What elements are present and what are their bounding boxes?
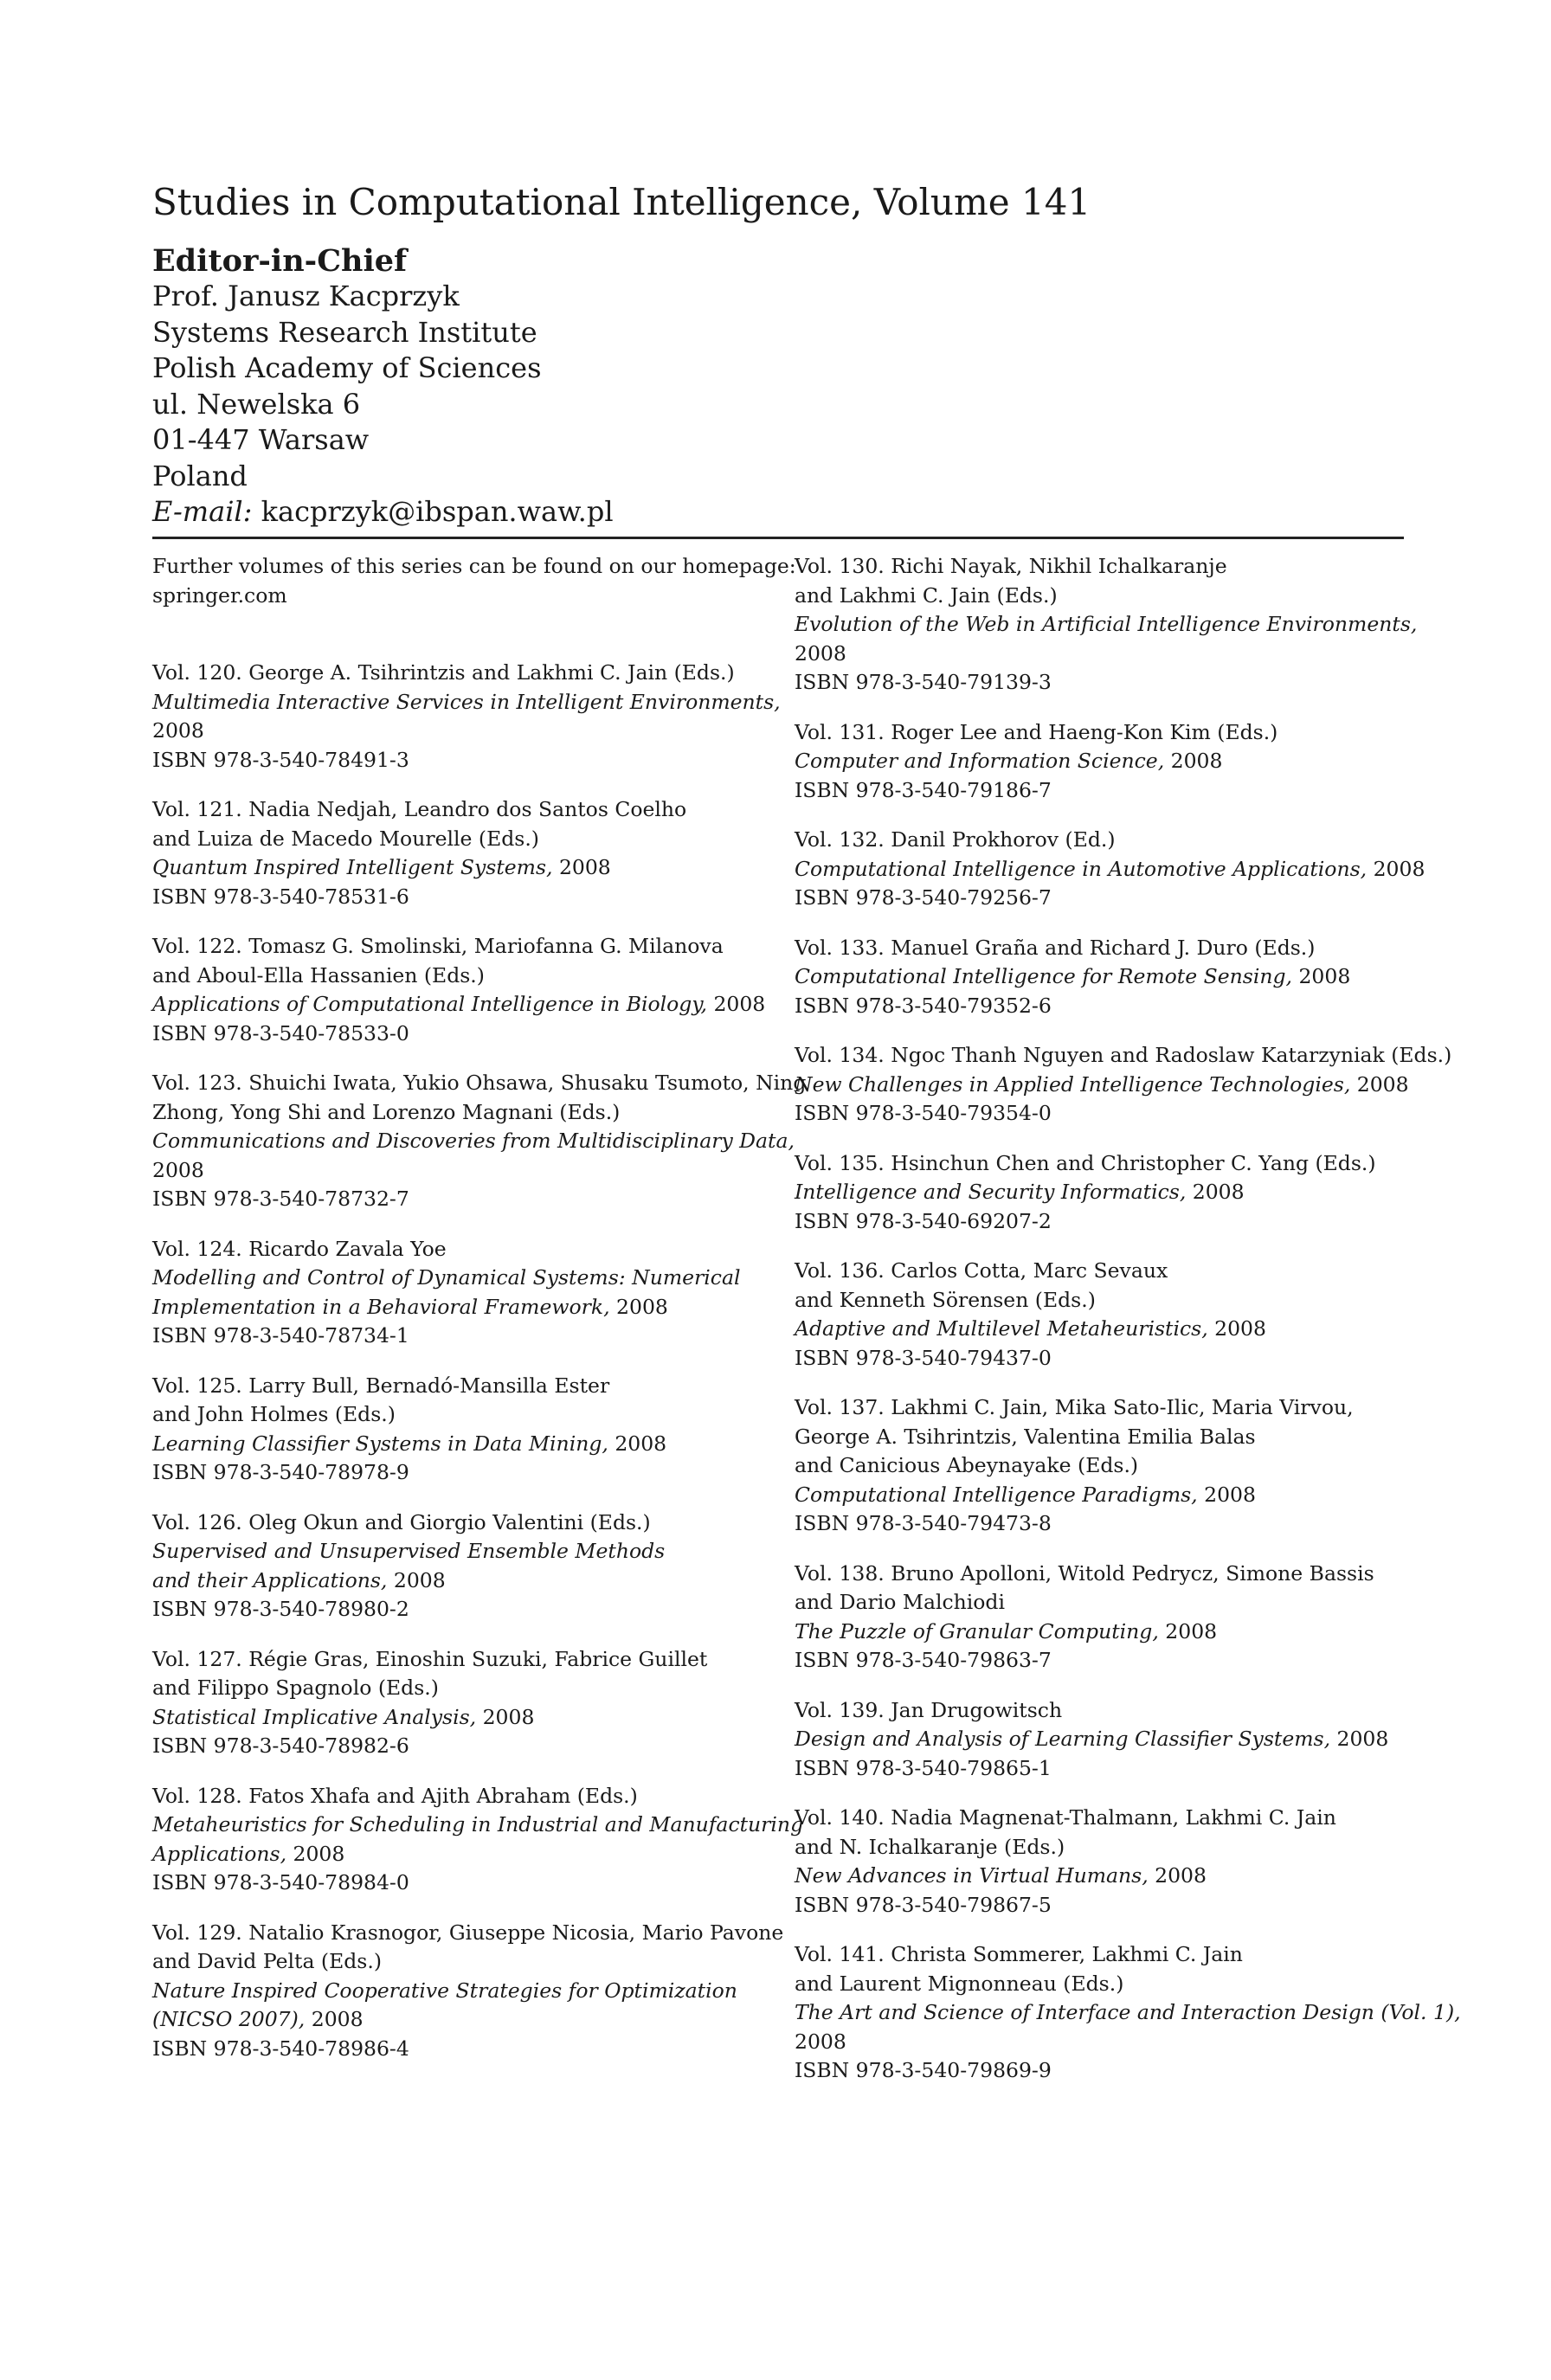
volume-text: ISBN 978-3-540-79863-7	[795, 1648, 1052, 1672]
volume-year: 2008	[476, 1704, 535, 1729]
volume-line	[795, 1940, 1400, 1970]
volume-line	[152, 1703, 758, 1733]
volume-title: and their Applications,	[152, 1567, 388, 1592]
volume-line	[795, 1149, 1400, 1179]
volume-entry	[152, 795, 758, 911]
volume-line	[795, 992, 1400, 1021]
volume-line	[795, 1588, 1400, 1618]
volume-line	[795, 1646, 1400, 1676]
volume-entry	[795, 1696, 1400, 1784]
volume-text: Vol. 127. Régie Gras, Einoshin Suzuki, Fabrice Guillet	[152, 1646, 708, 1671]
volume-line	[152, 1235, 758, 1264]
volume-text: and Canicious Abeynayake (Eds.)	[795, 1453, 1139, 1477]
volume-line	[795, 1041, 1452, 1071]
volume-text: 2008	[152, 1157, 204, 1182]
volume-line	[795, 552, 1400, 582]
volume-line	[152, 688, 781, 717]
volume-text: and Dario Malchiodi	[795, 1590, 1005, 1614]
volume-line	[795, 747, 1400, 776]
volume-line	[795, 1286, 1400, 1315]
volume-text: Vol. 124. Ricardo Zavala Yoe	[152, 1236, 447, 1261]
volume-entry	[152, 1235, 758, 1351]
volume-line	[152, 1947, 758, 1977]
volume-line	[152, 1977, 758, 2006]
volume-text: ISBN 978-3-540-78533-0	[152, 1020, 409, 1045]
volume-text: Vol. 126. Oleg Okun and Giorgio Valentini (Eds.)	[152, 1509, 651, 1534]
volume-line	[152, 1293, 758, 1322]
volume-year: 2008	[305, 2007, 364, 2031]
volume-title: Supervised and Unsupervised Ensemble Methods	[152, 1539, 666, 1563]
volume-title: Nature Inspired Cooperative Strategies for Optimization	[152, 1978, 737, 2003]
volume-text: Zhong, Yong Shi and Lorenzo Magnani (Eds.)	[152, 1099, 621, 1124]
volume-line	[795, 855, 1426, 884]
volume-year: 2008	[609, 1294, 668, 1319]
volume-line	[795, 1618, 1400, 1647]
volume-year: 2008	[1164, 749, 1223, 773]
volume-text: Vol. 125. Larry Bull, Bernadó-Mansilla Ester	[152, 1373, 610, 1398]
volume-entry	[795, 1804, 1400, 1920]
volume-line	[152, 746, 758, 775]
volume-year: 2008	[1197, 1482, 1256, 1507]
volume-title: Applications of Computational Intelligence in Biology,	[152, 992, 707, 1016]
editor-city: 01-447 Warsaw	[152, 423, 370, 456]
volume-line	[795, 1207, 1400, 1237]
volume-text: ISBN 978-3-540-79256-7	[795, 885, 1052, 910]
volume-entry	[152, 1919, 784, 2064]
volume-line	[795, 668, 1400, 698]
volume-line	[152, 717, 758, 746]
volume-text: Vol. 128. Fatos Xhafa and Ajith Abraham (Eds.)	[152, 1783, 638, 1808]
volume-line	[795, 1451, 1400, 1481]
volume-title: Computer and Information Science,	[795, 749, 1165, 773]
volume-line	[795, 1891, 1400, 1920]
volume-text: Vol. 129. Natalio Krasnogor, Giuseppe Nicosia, Mario Pavone	[152, 1920, 784, 1945]
volume-line	[152, 1020, 758, 1049]
volume-text: George A. Tsihrintzis, Valentina Emilia Balas	[795, 1424, 1256, 1449]
volume-entry	[152, 1645, 758, 1761]
volume-year: 2008	[608, 1431, 667, 1456]
volume-line	[152, 962, 758, 991]
volume-text: 2008	[795, 2029, 846, 2054]
volume-line	[795, 1833, 1400, 1862]
volume-text: 2008	[152, 718, 204, 743]
volume-line	[152, 1595, 758, 1624]
volume-text: ISBN 978-3-540-78980-2	[152, 1597, 409, 1621]
volume-entry	[152, 1508, 758, 1624]
volume-year: 2008	[1292, 964, 1351, 988]
volume-year: 2008	[1186, 1180, 1245, 1204]
volume-line	[795, 1481, 1400, 1510]
editor-country: Poland	[152, 459, 248, 492]
volume-title: The Art and Science of Interface and Interaction Design (Vol. 1),	[795, 2000, 1461, 2024]
volume-entry	[152, 1782, 804, 1898]
email-label: E-mail:	[152, 495, 253, 528]
further-line-1: Further volumes of this series can be found on our homepage:	[152, 554, 796, 578]
volume-line	[795, 962, 1400, 992]
volume-line	[795, 1725, 1400, 1754]
volume-entry	[152, 659, 781, 775]
volume-line	[152, 1322, 758, 1351]
volume-text: Vol. 134. Ngoc Thanh Nguyen and Radoslaw Katarzyniak (Eds.)	[795, 1043, 1452, 1067]
volume-line	[152, 1400, 758, 1430]
volume-text: 2008	[795, 640, 846, 666]
volume-text: and Kenneth Sörensen (Eds.)	[795, 1287, 1096, 1312]
volume-title: Computational Intelligence Paradigms,	[795, 1482, 1198, 1507]
volume-text: and Aboul-Ella Hassanien (Eds.)	[152, 962, 485, 987]
email-address[interactable]: kacprzyk@ibspan.waw.pl	[261, 495, 614, 528]
volume-title: Design and Analysis of Learning Classifier Systems,	[795, 1727, 1331, 1751]
volume-text: Vol. 132. Danil Prokhorov (Ed.)	[795, 827, 1116, 852]
volume-line	[795, 826, 1400, 855]
volume-text: ISBN 978-3-540-78734-1	[152, 1323, 409, 1348]
volume-year: 2008	[286, 1841, 345, 1866]
volume-line	[795, 610, 1418, 640]
volume-year: 2008	[552, 855, 611, 879]
volume-line	[152, 932, 758, 962]
volume-line	[152, 1674, 758, 1703]
volume-text: Vol. 130. Richi Nayak, Nikhil Ichalkaranje	[795, 554, 1227, 578]
volume-line	[152, 1869, 758, 1898]
volume-line	[152, 1098, 758, 1128]
volume-line	[152, 883, 758, 912]
volume-line	[795, 776, 1400, 806]
volume-line	[152, 2035, 758, 2064]
volume-title: Learning Classifier Systems in Data Mining,	[152, 1431, 608, 1456]
further-volumes-note	[152, 552, 796, 610]
volume-text: ISBN 978-3-540-78978-9	[152, 1460, 409, 1484]
volume-line	[795, 934, 1400, 963]
volume-text: and Luiza de Macedo Mourelle (Eds.)	[152, 826, 539, 851]
volume-line	[152, 1185, 758, 1214]
volume-line	[795, 1560, 1400, 1589]
volume-line	[152, 1811, 804, 1840]
volume-line	[795, 2056, 1400, 2086]
left-column	[152, 552, 807, 2084]
volume-title: Statistical Implicative Analysis,	[152, 1704, 477, 1729]
volume-title: New Advances in Virtual Humans,	[795, 1863, 1149, 1888]
volume-line	[152, 795, 758, 825]
volume-line	[152, 1537, 758, 1566]
volume-line	[795, 884, 1400, 913]
volume-title: Applications,	[152, 1841, 287, 1866]
volume-text: Vol. 136. Carlos Cotta, Marc Sevaux	[795, 1258, 1168, 1283]
volume-line	[152, 1782, 758, 1811]
volume-entry	[795, 552, 1418, 698]
volume-entry	[795, 1149, 1400, 1237]
volume-line	[152, 659, 758, 688]
volume-text: ISBN 978-3-540-79869-9	[795, 2058, 1052, 2082]
editor-email-line	[152, 494, 1018, 531]
volume-text: ISBN 978-3-540-79352-6	[795, 993, 1052, 1018]
volume-line	[795, 1344, 1400, 1373]
volume-line	[795, 1257, 1400, 1286]
volume-title: Computational Intelligence in Automotive Applications,	[795, 856, 1368, 881]
volume-text: Vol. 139. Jan Drugowitsch	[795, 1697, 1063, 1722]
volume-text: ISBN 978-3-540-78984-0	[152, 1870, 409, 1894]
volume-entry	[795, 1393, 1400, 1539]
volume-entry	[795, 1257, 1400, 1373]
volume-text: and N. Ichalkaranje (Eds.)	[795, 1834, 1065, 1859]
volume-title: Communications and Discoveries from Multidisciplinary Data,	[152, 1129, 795, 1153]
volume-text: ISBN 978-3-540-79867-5	[795, 1892, 1052, 1917]
volume-year: 2008	[1207, 1316, 1266, 1341]
volume-text: and John Holmes (Eds.)	[152, 1402, 396, 1426]
volume-text: Vol. 141. Christa Sommerer, Lakhmi C. Jain	[795, 1942, 1243, 1966]
volume-line	[795, 640, 1400, 669]
volume-line	[152, 1645, 758, 1675]
volume-title: Modelling and Control of Dynamical Systems: Numerical	[152, 1265, 741, 1290]
volume-text: Vol. 140. Nadia Magnenat-Thalmann, Lakhmi C. Jain	[795, 1805, 1336, 1830]
volume-line	[152, 990, 766, 1020]
editor-heading: Editor-in-Chief	[152, 243, 408, 279]
volume-title: Intelligence and Security Informatics,	[795, 1180, 1187, 1204]
volume-line	[152, 1840, 758, 1869]
volume-line	[152, 1508, 758, 1538]
volume-line	[152, 1732, 758, 1761]
volume-text: and Laurent Mignonneau (Eds.)	[795, 1971, 1124, 1996]
volume-text: ISBN 978-3-540-69207-2	[795, 1208, 1052, 1233]
volume-line	[152, 1372, 758, 1401]
volume-line	[152, 2005, 758, 2035]
volume-text: ISBN 978-3-540-79865-1	[795, 1755, 1052, 1780]
volume-text: Vol. 123. Shuichi Iwata, Yukio Ohsawa, Shusaku Tsumoto, Ning	[152, 1071, 807, 1095]
volume-line	[795, 1099, 1400, 1129]
volume-text: Vol. 135. Hsinchun Chen and Christopher C. Yang (Eds.)	[795, 1150, 1376, 1175]
volume-line	[152, 853, 758, 883]
volume-entry	[795, 718, 1400, 806]
volume-text: ISBN 978-3-540-79354-0	[795, 1101, 1052, 1125]
volume-line	[795, 1509, 1400, 1539]
volume-title: Multimedia Interactive Services in Intelligent Environments,	[152, 689, 781, 714]
volume-line	[795, 1862, 1400, 1891]
volume-text: ISBN 978-3-540-78986-4	[152, 2036, 409, 2061]
volume-title: Quantum Inspired Intelligent Systems,	[152, 855, 553, 879]
volume-text: ISBN 978-3-540-78982-6	[152, 1734, 409, 1758]
volume-text: Vol. 138. Bruno Apolloni, Witold Pedrycz, Simone Bassis	[795, 1560, 1374, 1586]
volume-year: 2008	[706, 992, 766, 1016]
volume-line	[795, 1393, 1400, 1423]
editor-block	[152, 242, 1018, 531]
volume-entry	[795, 1940, 1461, 2086]
volume-text: ISBN 978-3-540-78531-6	[152, 884, 409, 909]
volume-year: 2008	[1158, 1618, 1218, 1643]
volume-line	[795, 1998, 1461, 2028]
homepage-link[interactable]: springer.com	[152, 582, 287, 608]
volume-text: and Lakhmi C. Jain (Eds.)	[795, 582, 1058, 608]
volume-text: ISBN 978-3-540-79473-8	[795, 1511, 1052, 1535]
volume-title: (NICSO 2007),	[152, 2007, 306, 2031]
volume-year: 2008	[1367, 856, 1426, 881]
volume-line	[795, 2028, 1400, 2057]
volume-line	[795, 582, 1400, 611]
editor-institute: Systems Research Institute	[152, 315, 537, 349]
volume-text: ISBN 978-3-540-79186-7	[795, 777, 1052, 802]
volume-title: Computational Intelligence for Remote Sensing,	[795, 964, 1292, 988]
volume-line	[795, 1804, 1400, 1833]
horizontal-rule	[152, 537, 1404, 539]
volume-title: The Puzzle of Granular Computing,	[795, 1618, 1159, 1643]
volume-year: 2008	[387, 1567, 446, 1592]
volume-title: New Challenges in Applied Intelligence Technologies,	[795, 1071, 1351, 1097]
series-title: Studies in Computational Intelligence, Volume 141	[152, 181, 1091, 223]
volume-text: ISBN 978-3-540-78491-3	[152, 747, 409, 772]
volume-text: Vol. 133. Manuel Graña and Richard J. Duro (Eds.)	[795, 935, 1316, 960]
volume-line	[152, 1127, 795, 1156]
volume-year: 2008	[1148, 1863, 1207, 1888]
volume-entry	[795, 1560, 1400, 1676]
volume-line	[795, 718, 1400, 748]
volume-line	[795, 1178, 1400, 1207]
volume-text: Vol. 121. Nadia Nedjah, Leandro dos Santos Coelho	[152, 797, 687, 821]
volume-line	[795, 1315, 1400, 1344]
volume-text: ISBN 978-3-540-78732-7	[152, 1187, 409, 1211]
volume-line	[152, 1566, 758, 1596]
volume-line	[152, 1919, 784, 1948]
right-column	[795, 552, 1461, 2107]
volume-text: Vol. 137. Lakhmi C. Jain, Mika Sato-Ilic, Maria Virvou,	[795, 1395, 1354, 1419]
volume-title: Metaheuristics for Scheduling in Industrial and Manufacturing	[152, 1812, 804, 1836]
volume-line	[152, 825, 758, 854]
volume-line	[795, 1696, 1400, 1726]
volume-line	[152, 1069, 807, 1098]
volume-entry	[795, 826, 1426, 913]
volume-text: Vol. 120. George A. Tsihrintzis and Lakhmi C. Jain (Eds.)	[152, 660, 735, 685]
volume-line	[152, 1264, 758, 1293]
volume-line	[795, 1071, 1409, 1100]
editor-street: ul. Newelska 6	[152, 387, 361, 421]
volume-year: 2008	[1330, 1727, 1389, 1751]
volume-text: and Filippo Spagnolo (Eds.)	[152, 1676, 439, 1700]
volume-entry	[152, 1069, 807, 1214]
volume-year: 2008	[1350, 1071, 1409, 1097]
volume-line	[152, 1458, 758, 1488]
volume-title: Adaptive and Multilevel Metaheuristics,	[795, 1316, 1208, 1341]
volume-line	[795, 1423, 1400, 1452]
volume-line	[795, 1754, 1400, 1784]
volume-entry	[152, 1372, 758, 1488]
volume-entry	[795, 1041, 1452, 1129]
volume-line	[152, 1430, 758, 1459]
volume-entry	[795, 934, 1400, 1021]
volume-text: ISBN 978-3-540-79139-3	[795, 670, 1052, 694]
editor-name: Prof. Janusz Kacprzyk	[152, 280, 460, 312]
volume-text: Vol. 122. Tomasz G. Smolinski, Mariofanna G. Milanova	[152, 934, 724, 958]
volume-line	[152, 1156, 758, 1186]
volume-text: ISBN 978-3-540-79437-0	[795, 1345, 1052, 1370]
volume-text: and David Pelta (Eds.)	[152, 1949, 382, 1973]
volume-title: Implementation in a Behavioral Framework,	[152, 1294, 610, 1319]
volume-entry	[152, 932, 766, 1048]
editor-academy: Polish Academy of Sciences	[152, 351, 542, 384]
volume-line	[795, 1970, 1400, 1999]
volume-text: Vol. 131. Roger Lee and Haeng-Kon Kim (Eds.)	[795, 719, 1278, 744]
volume-title: Evolution of the Web in Artificial Intelligence Environments,	[795, 612, 1418, 636]
